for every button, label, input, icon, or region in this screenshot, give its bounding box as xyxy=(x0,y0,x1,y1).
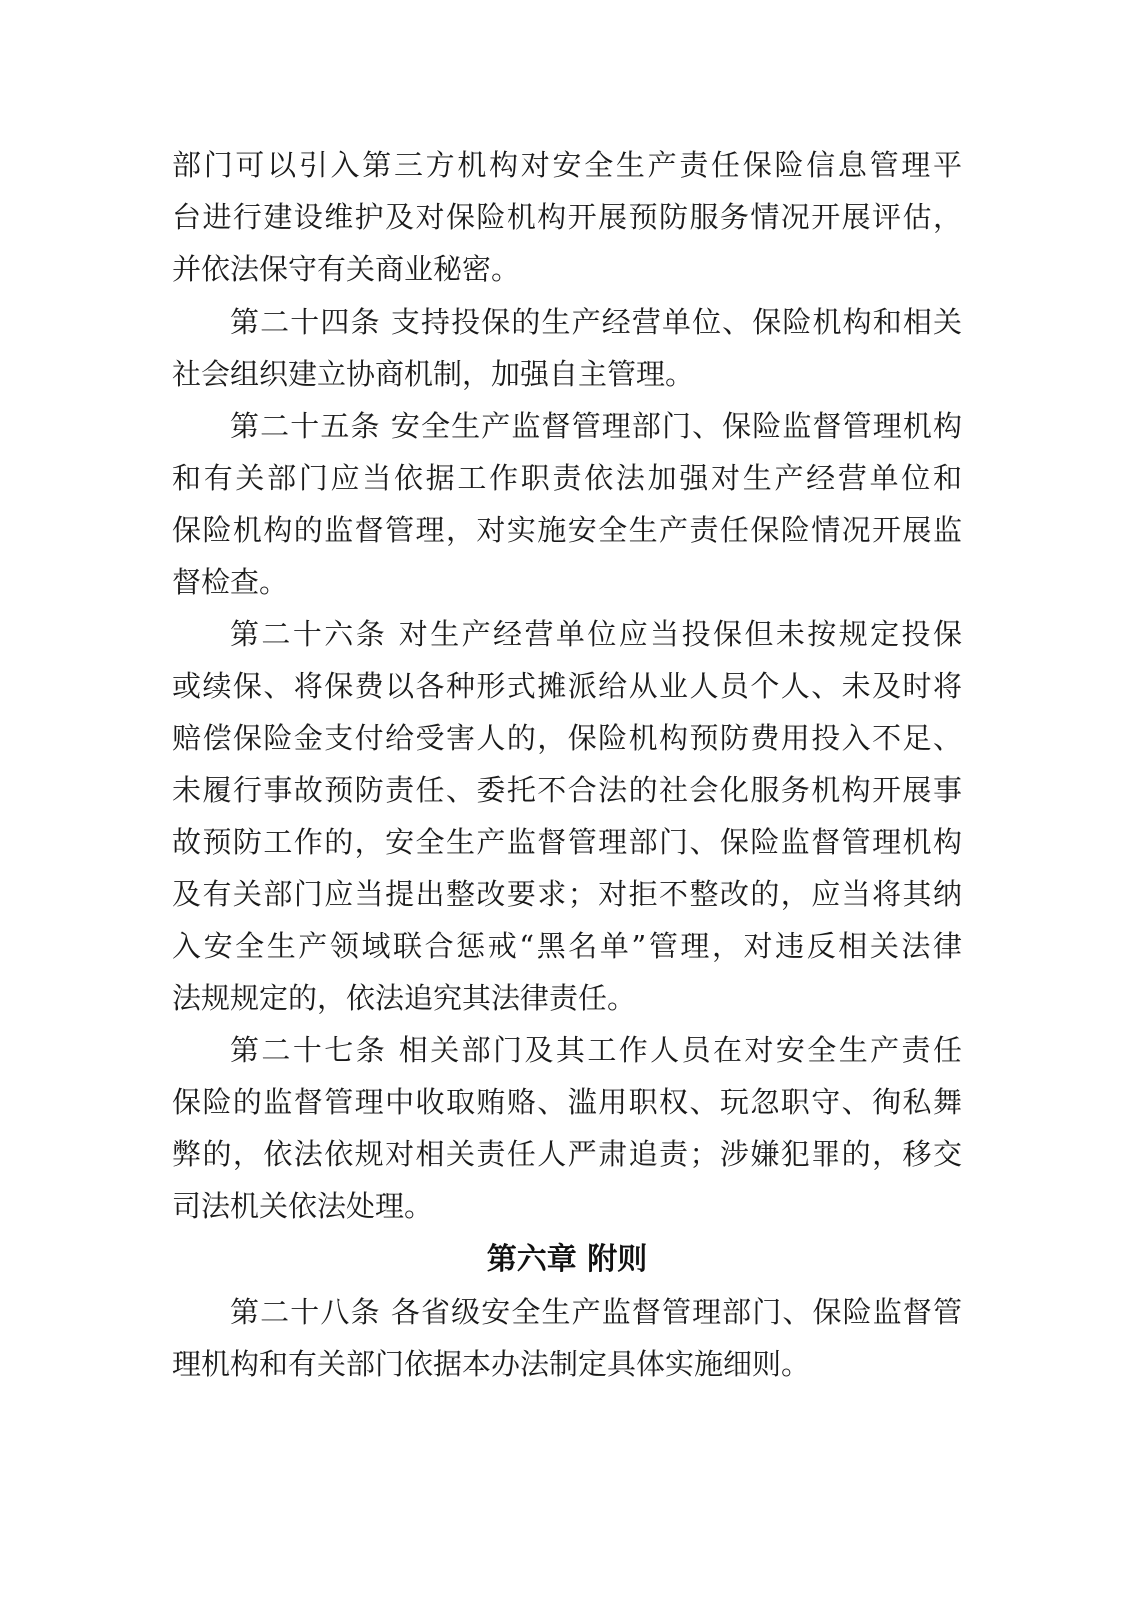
article-24-line: 第二十四条 支持投保的生产经营单位、保险机构和相关 xyxy=(230,305,962,339)
article-27-line: 第二十七条 相关部门及其工作人员在对安全生产责任 xyxy=(230,1033,962,1067)
text-line: 弊的，依法依规对相关责任人严肃追责；涉嫌犯罪的，移交 xyxy=(172,1137,962,1171)
text-line: 和有关部门应当依据工作职责依法加强对生产经营单位和 xyxy=(172,461,962,495)
text-line: 理机构和有关部门依据本办法制定具体实施细则。 xyxy=(172,1347,811,1381)
text-line: 及有关部门应当提出整改要求；对拒不整改的，应当将其纳 xyxy=(172,877,962,911)
text-line: 督检查。 xyxy=(172,565,289,599)
text-line: 台进行建设维护及对保险机构开展预防服务情况开展评估， xyxy=(172,200,962,234)
chapter-heading: 第六章 附则 xyxy=(486,1242,648,1277)
text-line: 或续保、将保费以各种形式摊派给从业人员个人、未及时将 xyxy=(172,669,962,703)
article-26-line: 第二十六条 对生产经营单位应当投保但未按规定投保 xyxy=(230,617,962,651)
article-28-line: 第二十八条 各省级安全生产监督管理部门、保险监督管 xyxy=(230,1295,962,1329)
text-line: 部门可以引入第三方机构对安全生产责任保险信息管理平 xyxy=(172,148,962,182)
text-line: 法规规定的，依法追究其法律责任。 xyxy=(172,981,637,1015)
text-line: 赔偿保险金支付给受害人的，保险机构预防费用投入不足、 xyxy=(172,721,962,755)
text-line: 保险的监督管理中收取贿赂、滥用职权、玩忽职守、徇私舞 xyxy=(172,1085,962,1119)
text-line: 保险机构的监督管理，对实施安全生产责任保险情况开展监 xyxy=(172,513,962,547)
text-line: 故预防工作的，安全生产监督管理部门、保险监督管理机构 xyxy=(172,825,962,859)
text-line: 并依法保守有关商业秘密。 xyxy=(172,252,521,286)
text-line: 入安全生产领域联合惩戒“黑名单”管理，对违反相关法律 xyxy=(172,929,962,963)
text-line: 司法机关依法处理。 xyxy=(172,1189,434,1223)
article-25-line: 第二十五条 安全生产监督管理部门、保险监督管理机构 xyxy=(230,409,962,443)
text-line: 社会组织建立协商机制，加强自主管理。 xyxy=(172,357,695,391)
text-line: 未履行事故预防责任、委托不合法的社会化服务机构开展事 xyxy=(172,773,962,807)
